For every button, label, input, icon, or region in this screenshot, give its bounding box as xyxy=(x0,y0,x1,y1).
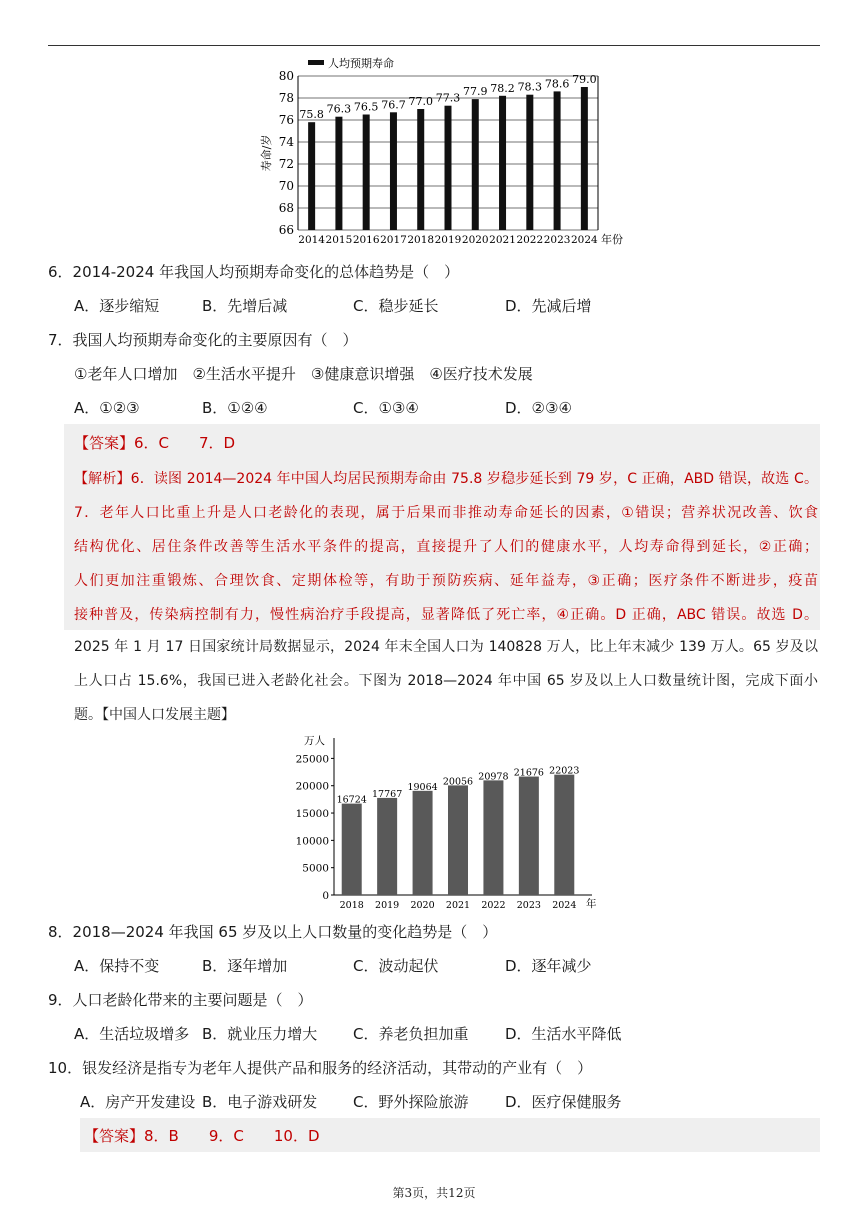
y-axis-label: 万人 xyxy=(304,735,325,747)
x-axis-label: 年份 xyxy=(601,233,623,246)
x-tick-label: 2021 xyxy=(489,234,516,246)
x-tick-label: 2017 xyxy=(380,234,407,246)
q10-option-d[interactable]: D．医疗保健服务 xyxy=(505,1093,622,1111)
x-tick-label: 2024 xyxy=(552,900,577,911)
y-tick-label: 68 xyxy=(278,201,294,215)
bar xyxy=(335,117,342,230)
x-tick-label: 2019 xyxy=(375,900,400,911)
intro-line: 题。【中国人口发展主题】 xyxy=(74,707,235,723)
q7-option-d[interactable]: D．②③④ xyxy=(505,399,572,417)
y-tick-label: 10000 xyxy=(295,835,329,848)
explanation-line: 结构优化、居住条件改善等生活水平条件的提高，直接提升了人们的健康水平，人均寿命得到延长，②正确； xyxy=(74,539,818,555)
q7-option-a[interactable]: A．①②③ xyxy=(74,399,140,417)
explanation-line: 接种普及，传染病控制有力，慢性病治疗手段提高，显著降低了死亡率，④正确。D 正确，ABC 错误。故选 D。 xyxy=(74,607,818,623)
x-tick-label: 2022 xyxy=(516,234,544,246)
q10-option-c[interactable]: C．野外探险旅游 xyxy=(353,1093,469,1111)
x-tick-label: 2024 xyxy=(570,234,598,246)
explanation-6-7 xyxy=(74,462,818,632)
y-tick-label: 78 xyxy=(278,91,294,105)
data-label: 22023 xyxy=(549,765,580,777)
bar xyxy=(417,109,424,230)
data-label: 78.6 xyxy=(544,77,570,91)
bar xyxy=(483,780,503,895)
q8-option-c[interactable]: C．波动起伏 xyxy=(353,957,439,975)
y-tick-label: 76 xyxy=(278,113,294,127)
q9-option-d[interactable]: D．生活水平降低 xyxy=(505,1025,622,1043)
q8-option-b[interactable]: B．逐年增加 xyxy=(202,957,288,975)
y-tick-label: 15000 xyxy=(295,808,329,821)
x-tick-label: 2022 xyxy=(481,900,506,911)
data-label: 21676 xyxy=(513,767,544,779)
data-label: 79.0 xyxy=(572,73,597,86)
x-tick-label: 2016 xyxy=(352,234,380,246)
question-7-factors: ①老年人口增加 ②生活水平提升 ③健康意识增强 ④医疗技术发展 xyxy=(74,365,533,383)
data-label: 76.5 xyxy=(353,100,379,114)
intro-line: 上人口占 15.6%，我国已进入老龄化社会。下图为 2018—2024 年中国 65 岁及以上人口数量统计图，完成下面小 xyxy=(74,673,818,689)
intro-line: 2025 年 1 月 17 日国家统计局数据显示，2024 年末全国人口为 140828 万人，比上年末减少 139 万人。65 岁及以 xyxy=(74,639,818,655)
x-tick-label: 2014 xyxy=(298,234,326,246)
data-label: 20056 xyxy=(442,776,474,788)
x-tick-label: 2018 xyxy=(407,234,435,246)
y-tick-label: 74 xyxy=(278,135,294,149)
header-rule xyxy=(48,45,820,46)
explanation-line: 【解析】6．读图 2014—2024 年中国人均居民预期寿命由 75.8 岁稳步延长到 79 岁，C 正确，ABD 错误，故选 C。 xyxy=(74,471,818,487)
data-label: 77.3 xyxy=(435,91,461,105)
data-label: 78.3 xyxy=(517,80,543,94)
bar xyxy=(526,95,533,230)
x-tick-label: 2021 xyxy=(445,900,471,911)
bar xyxy=(554,775,574,895)
bar xyxy=(472,99,479,230)
bar xyxy=(581,87,588,230)
answer-6-7: 【答案】6．C 7．D xyxy=(74,434,236,452)
x-tick-label: 2015 xyxy=(325,234,353,246)
x-tick-label: 2020 xyxy=(410,900,435,911)
bar xyxy=(377,798,397,895)
bar xyxy=(499,96,506,230)
y-tick-label: 5000 xyxy=(302,862,329,875)
q10-option-a[interactable]: A．房产开发建设 xyxy=(80,1093,196,1111)
question-8-stem: 8．2018—2024 年我国 65 岁及以上人口数量的变化趋势是（ ） xyxy=(48,923,498,941)
question-7-stem: 7．我国人均预期寿命变化的主要原因有（ ） xyxy=(48,331,358,349)
legend-swatch xyxy=(308,60,324,65)
bar xyxy=(448,785,468,895)
legend-label: 人均预期寿命 xyxy=(328,57,394,70)
bar xyxy=(308,122,315,230)
bar xyxy=(554,91,561,230)
q6-option-a[interactable]: A．逐步缩短 xyxy=(74,297,160,315)
q7-option-c[interactable]: C．①③④ xyxy=(353,399,419,417)
data-label: 77.9 xyxy=(463,85,488,99)
q7-option-b[interactable]: B．①②④ xyxy=(202,399,268,417)
y-tick-label: 80 xyxy=(278,69,294,83)
q10-option-b[interactable]: B．电子游戏研发 xyxy=(202,1093,318,1111)
y-tick-label: 0 xyxy=(322,890,329,902)
bar xyxy=(342,804,362,895)
page-footer: 第3页，共12页 xyxy=(392,1186,476,1200)
data-label: 77.0 xyxy=(408,95,433,108)
x-tick-label: 2018 xyxy=(339,900,364,911)
data-label: 78.2 xyxy=(490,81,515,95)
bar xyxy=(390,112,397,230)
question-9-stem: 9．人口老龄化带来的主要问题是（ ） xyxy=(48,991,313,1009)
y-tick-label: 25000 xyxy=(295,753,329,766)
explanation-line: 7．老年人口比重上升是人口老龄化的表现，属于后果而非推动寿命延长的因素，①错误；营养状况改善、饮食 xyxy=(74,505,818,521)
y-axis-label: 寿命/岁 xyxy=(260,134,273,172)
y-tick-label: 72 xyxy=(278,157,294,171)
elderly-population-bar-chart xyxy=(292,732,602,914)
data-label: 16724 xyxy=(336,794,367,806)
bar xyxy=(413,791,433,895)
data-label: 17767 xyxy=(372,788,403,800)
data-label: 19064 xyxy=(407,781,438,793)
x-tick-label: 2019 xyxy=(434,234,462,246)
bar xyxy=(519,777,539,895)
q9-option-c[interactable]: C．养老负担加重 xyxy=(353,1025,469,1043)
life-expectancy-bar-chart xyxy=(258,52,638,250)
data-label: 20978 xyxy=(478,771,509,783)
data-label: 76.7 xyxy=(381,98,406,112)
bar xyxy=(363,115,370,231)
x-axis-label: 年 xyxy=(586,898,597,910)
q6-option-d[interactable]: D．先减后增 xyxy=(505,297,592,315)
explanation-line: 人们更加注重锻炼、合理饮食、定期体检等，有助于预防疾病、延年益寿，③正确；医疗条件不断进步，疫苗 xyxy=(74,573,818,589)
q6-option-b[interactable]: B．先增后减 xyxy=(202,297,288,315)
answer-8-10: 【答案】8．B 9．C 10．D xyxy=(84,1127,320,1145)
y-tick-label: 70 xyxy=(278,179,294,193)
x-tick-label: 2023 xyxy=(543,234,571,246)
bar xyxy=(445,106,452,230)
q8-option-a[interactable]: A．保持不变 xyxy=(74,957,160,975)
intro-paragraph xyxy=(74,630,818,732)
question-6-stem: 6．2014-2024 年我国人均预期寿命变化的总体趋势是（ ） xyxy=(48,263,460,281)
x-tick-label: 2020 xyxy=(461,234,489,246)
q9-option-a[interactable]: A．生活垃圾增多 xyxy=(74,1025,190,1043)
q8-option-d[interactable]: D．逐年减少 xyxy=(505,957,592,975)
q9-option-b[interactable]: B．就业压力增大 xyxy=(202,1025,318,1043)
x-tick-label: 2023 xyxy=(516,900,541,911)
y-tick-label: 20000 xyxy=(295,780,329,793)
data-label: 75.8 xyxy=(299,108,324,122)
q6-option-c[interactable]: C．稳步延长 xyxy=(353,297,439,315)
data-label: 76.3 xyxy=(326,102,352,116)
y-tick-label: 66 xyxy=(278,223,294,237)
question-10-stem: 10．银发经济是指专为老年人提供产品和服务的经济活动，其带动的产业有（ ） xyxy=(48,1059,593,1077)
